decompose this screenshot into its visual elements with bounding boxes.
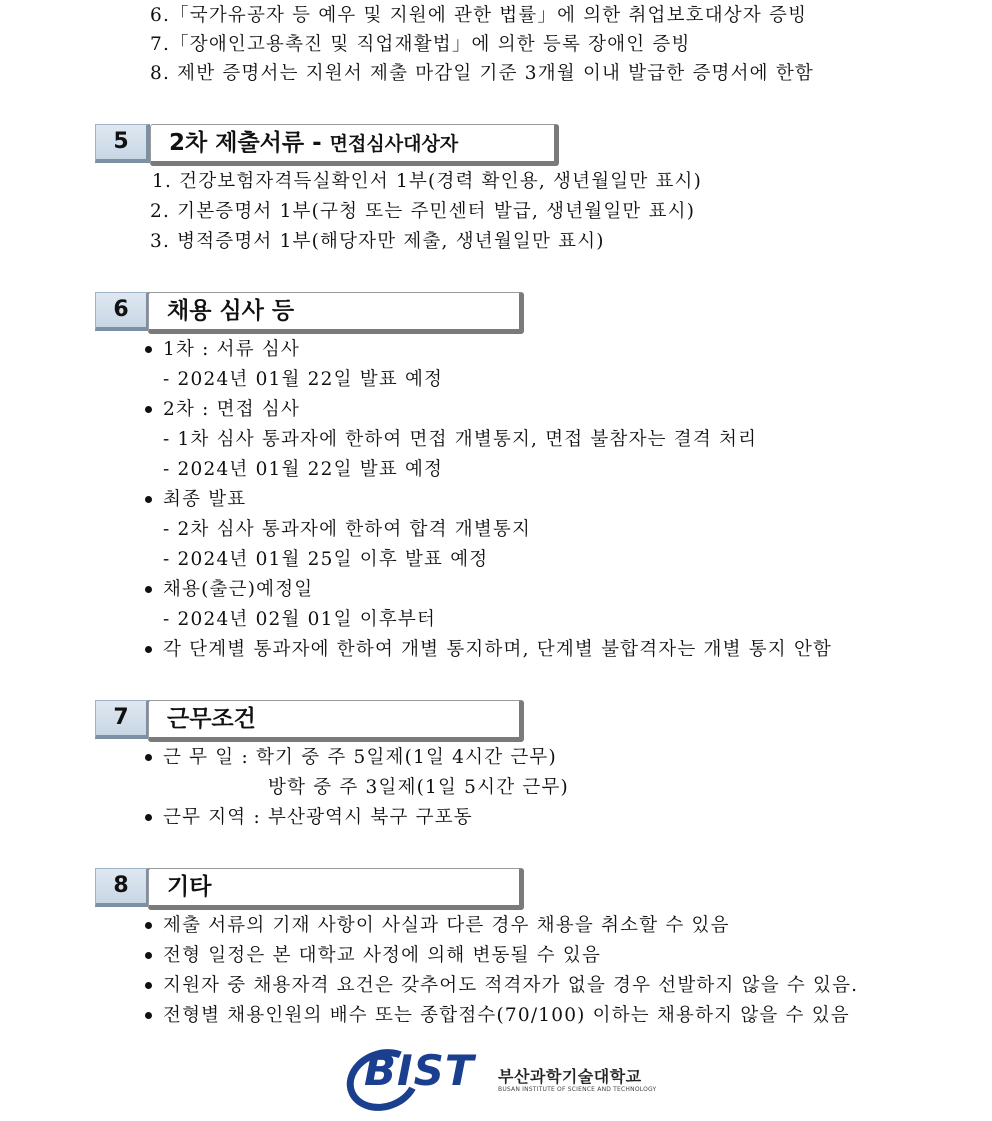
section-number: 8 — [95, 868, 150, 907]
bullet — [145, 814, 152, 821]
list-item-detail: - 2차 심사 통과자에 한하여 합격 개별통지 — [163, 519, 532, 540]
list-item: 제출 서류의 기재 사항이 사실과 다른 경우 채용을 취소할 수 있음 — [163, 915, 730, 936]
bullet — [145, 496, 152, 503]
list-item: 근 무 일 : 학기 중 주 5일제(1일 4시간 근무) — [163, 747, 557, 768]
section-number: 6 — [95, 292, 150, 331]
list-item: 1차 : 서류 심사 — [163, 339, 301, 360]
section-title-main: 2차 제출서류 - — [169, 130, 330, 156]
bullet — [145, 406, 152, 413]
list-item-detail: - 1차 심사 통과자에 한하여 면접 개별통지, 면접 불참자는 결격 처리 — [163, 429, 758, 450]
list-item: 각 단계별 통과자에 한하여 개별 통지하며, 단계별 불합격자는 개별 통지 안함 — [163, 639, 833, 660]
list-item: 2차 : 면접 심사 — [163, 399, 301, 420]
bullet — [145, 952, 152, 959]
section-number: 7 — [95, 700, 150, 739]
list-item-detail: - 2024년 01월 22일 발표 예정 — [163, 459, 444, 480]
list-item-detail: - 2024년 01월 22일 발표 예정 — [163, 369, 444, 390]
section-title-sub: 면접심사대상자 — [329, 133, 459, 155]
bullet — [145, 922, 152, 929]
list-item-detail: - 2024년 02월 01일 이후부터 — [163, 609, 437, 630]
section-title: 근무조건 — [148, 700, 524, 742]
list-item: 최종 발표 — [163, 489, 247, 510]
bullet — [145, 1012, 152, 1019]
logo-mark-text: BIST — [364, 1046, 475, 1095]
university-name: 부산과학기술대학교 — [498, 1067, 642, 1086]
section-number: 5 — [95, 124, 150, 163]
list-item: 7.「장애인고용촉진 및 직업재활법」에 의한 등록 장애인 증빙 — [150, 34, 691, 55]
list-item: 1. 건강보험자격득실확인서 1부(경력 확인용, 생년월일만 표시) — [152, 171, 703, 192]
university-name-english: BUSAN INSTITUTE OF SCIENCE AND TECHNOLOGY — [498, 1086, 657, 1093]
section-title — [150, 124, 559, 166]
section-title: 기타 — [148, 868, 524, 910]
bullet — [145, 982, 152, 989]
section-title: 채용 심사 등 — [148, 292, 524, 334]
bist-logo-mark — [346, 1044, 486, 1100]
list-item: 채용(출근)예정일 — [163, 579, 314, 600]
list-item-detail: - 2024년 01월 25일 이후 발표 예정 — [163, 549, 489, 570]
bullet — [145, 754, 152, 761]
list-item: 전형별 채용인원의 배수 또는 종합점수(70/100) 이하는 채용하지 않을 수 있음 — [163, 1005, 850, 1026]
list-item: 지원자 중 채용자격 요건은 갖추어도 적격자가 없을 경우 선발하지 않을 수 있음. — [163, 975, 859, 996]
list-item: 6.「국가유공자 등 예우 및 지원에 관한 법률」에 의한 취업보호대상자 증빙 — [150, 5, 808, 26]
list-item: 근무 지역 : 부산광역시 북구 구포동 — [163, 807, 473, 828]
list-item: 3. 병적증명서 1부(해당자만 제출, 생년월일만 표시) — [150, 231, 605, 252]
bullet — [145, 346, 152, 353]
bullet — [145, 646, 152, 653]
university-logo — [346, 1044, 666, 1104]
list-item: 전형 일정은 본 대학교 사정에 의해 변동될 수 있음 — [163, 945, 602, 966]
list-item: 2. 기본증명서 1부(구청 또는 주민센터 발급, 생년월일만 표시) — [150, 201, 696, 222]
bullet — [145, 586, 152, 593]
list-item: 8. 제반 증명서는 지원서 제출 마감일 기준 3개월 이내 발급한 증명서에 한함 — [150, 63, 814, 84]
list-item-detail: 방학 중 주 3일제(1일 5시간 근무) — [268, 777, 569, 798]
